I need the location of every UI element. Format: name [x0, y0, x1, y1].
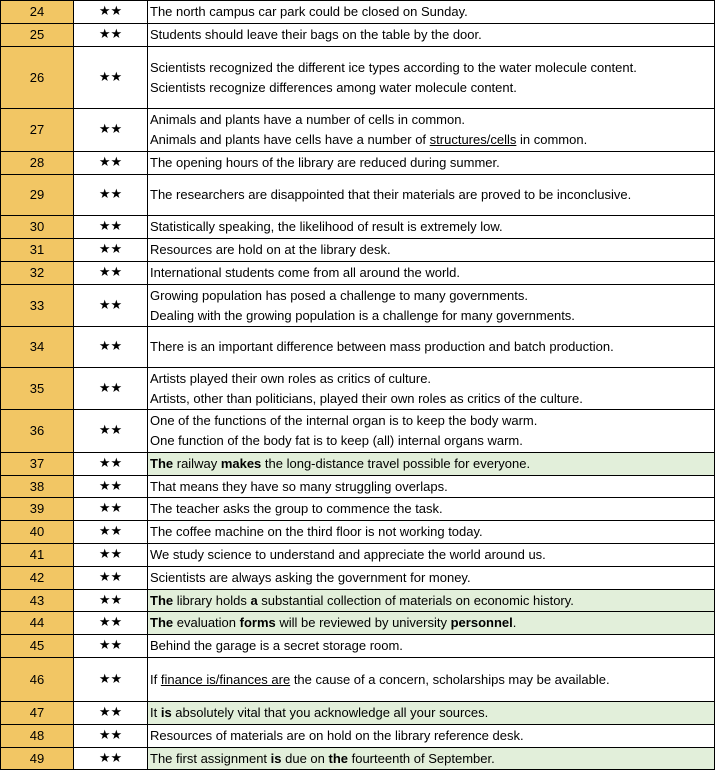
sentence-cell	[148, 239, 715, 262]
bold-text: The	[150, 592, 174, 608]
star-rating: ★★	[74, 453, 148, 476]
sentence-text: The teacher asks the group to commence the task.	[150, 501, 443, 516]
sentence-line	[150, 263, 714, 283]
star-rating: ★★	[74, 216, 148, 239]
sentence-cell	[148, 216, 715, 239]
table-row	[1, 368, 715, 410]
sentence-cell	[148, 109, 715, 152]
bold-text: is	[270, 750, 282, 766]
sentence-cell	[148, 635, 715, 658]
sentence-text: Animals and plants have cells have a number of	[150, 132, 430, 147]
sentence-text: due on	[281, 750, 329, 766]
star-rating: ★★	[74, 152, 148, 175]
sentence-cell	[148, 567, 715, 590]
sentence-line	[150, 545, 714, 565]
sentence-text: Scientists are always asking the government for money.	[150, 570, 471, 585]
sentence-line	[150, 25, 714, 45]
sentence-line	[150, 78, 714, 98]
row-number: 46	[1, 658, 74, 702]
star-rating: ★★	[74, 725, 148, 748]
sentence-cell	[148, 544, 715, 567]
row-number: 44	[1, 612, 74, 635]
sentence-text: the cause of a concern, scholarships may be available.	[290, 671, 610, 687]
sentence-text: library holds	[173, 592, 251, 608]
star-rating: ★★	[74, 109, 148, 152]
sentence-text: Dealing with the growing population is a challenge for many governments.	[150, 307, 575, 323]
table-row	[1, 476, 715, 498]
star-rating: ★★	[74, 590, 148, 612]
row-number: 35	[1, 368, 74, 410]
sentence-cell	[148, 285, 715, 327]
table-row	[1, 658, 715, 702]
sentence-cell	[148, 24, 715, 47]
sentence-text: Students should leave their bags on the table by the door.	[150, 27, 482, 42]
sentence-text: We study science to understand and appreciate the world around us.	[150, 547, 546, 562]
table-row	[1, 285, 715, 327]
table-row	[1, 612, 715, 635]
table-row	[1, 410, 715, 453]
sentence-text: International students come from all around the world.	[150, 265, 461, 280]
bold-text: The	[150, 456, 174, 471]
sentence-line	[150, 185, 714, 205]
table-row	[1, 152, 715, 175]
sentence-line	[150, 431, 714, 451]
star-rating: ★★	[74, 702, 148, 725]
sentence-text: One function of the body fat is to keep (all) internal organs warm.	[150, 433, 523, 448]
sentence-text: Resources of materials are on hold on the library reference desk.	[150, 728, 524, 743]
sentence-text: It	[150, 705, 161, 720]
sentence-text: The opening hours of the library are reduced during summer.	[150, 155, 500, 170]
table-row	[1, 216, 715, 239]
sentence-text: Resources are hold on at the library desk.	[150, 242, 391, 257]
row-number: 26	[1, 47, 74, 109]
row-number: 29	[1, 175, 74, 216]
row-number: 49	[1, 748, 74, 770]
sentence-text: That means they have so many struggling overlaps.	[150, 478, 448, 494]
sentence-cell	[148, 47, 715, 109]
sentence-text: If	[150, 671, 161, 687]
bold-text: The	[150, 615, 174, 630]
sentence-cell	[148, 262, 715, 285]
sentence-line	[150, 337, 714, 357]
table-row	[1, 1, 715, 24]
sentence-line	[150, 306, 714, 326]
sentence-cell	[148, 612, 715, 635]
table-row	[1, 748, 715, 770]
sentence-table-body	[1, 1, 715, 770]
sentence-text: will be reviewed by university	[275, 615, 451, 630]
sentence-text: fourteenth of September.	[348, 750, 495, 766]
row-number: 47	[1, 702, 74, 725]
underlined-text: structures/cells	[429, 132, 517, 147]
sentence-text: Statistically speaking, the likelihood of result is extremely low.	[150, 219, 503, 234]
sentence-text: Scientists recognize differences among water molecule content.	[150, 79, 517, 95]
sentence-line	[150, 389, 714, 409]
row-number: 40	[1, 521, 74, 544]
star-rating: ★★	[74, 635, 148, 658]
sentence-cell	[148, 327, 715, 368]
sentence-cell	[148, 410, 715, 453]
sentence-cell	[148, 725, 715, 748]
sentence-line	[150, 130, 714, 150]
row-number: 36	[1, 410, 74, 453]
table-row	[1, 521, 715, 544]
sentence-text: Artists, other than politicians, played their own roles as critics of the culture.	[150, 390, 583, 406]
star-rating: ★★	[74, 544, 148, 567]
table-row	[1, 590, 715, 612]
table-row	[1, 239, 715, 262]
bold-text: is	[160, 705, 172, 720]
bold-text: makes	[220, 456, 262, 471]
row-number: 43	[1, 590, 74, 612]
row-number: 27	[1, 109, 74, 152]
star-rating: ★★	[74, 285, 148, 327]
sentence-line	[150, 591, 714, 611]
sentence-line	[150, 2, 714, 22]
sentence-text: The researchers are disappointed that their materials are proved to be inconclusive.	[150, 187, 632, 202]
sentence-text: substantial collection of materials on economic history.	[257, 592, 574, 608]
table-row	[1, 567, 715, 590]
sentence-line	[150, 240, 714, 260]
sentence-text: the long-distance travel possible for everyone.	[261, 456, 531, 471]
row-number: 37	[1, 453, 74, 476]
star-rating: ★★	[74, 567, 148, 590]
sentence-line	[150, 613, 714, 633]
table-row	[1, 327, 715, 368]
sentence-line	[150, 217, 714, 237]
sentence-line	[150, 110, 714, 130]
table-row	[1, 544, 715, 567]
row-number: 24	[1, 1, 74, 24]
sentence-cell	[148, 498, 715, 521]
sentence-cell	[148, 476, 715, 498]
sentence-cell	[148, 590, 715, 612]
star-rating: ★★	[74, 748, 148, 770]
row-number: 28	[1, 152, 74, 175]
sentence-line	[150, 749, 714, 769]
star-rating: ★★	[74, 410, 148, 453]
sentence-text: One of the functions of the internal organ is to keep the body warm.	[150, 413, 538, 428]
row-number: 30	[1, 216, 74, 239]
sentence-cell	[148, 453, 715, 476]
sentence-text: Scientists recognized the different ice types according to the water molecule content.	[150, 59, 637, 75]
sentence-line	[150, 522, 714, 542]
sentence-line	[150, 499, 714, 519]
star-rating: ★★	[74, 262, 148, 285]
star-rating: ★★	[74, 327, 148, 368]
sentence-text: in common.	[516, 132, 588, 147]
star-rating: ★★	[74, 24, 148, 47]
row-number: 33	[1, 285, 74, 327]
bold-text: the	[328, 750, 348, 766]
sentence-text: The first assignment	[150, 750, 271, 766]
star-rating: ★★	[74, 1, 148, 24]
table-row	[1, 109, 715, 152]
sentence-text: There is an important difference between mass production and batch production.	[150, 339, 614, 354]
sentence-cell	[148, 521, 715, 544]
bold-text: a	[250, 592, 258, 608]
table-row	[1, 635, 715, 658]
sentence-line	[150, 568, 714, 588]
star-rating: ★★	[74, 498, 148, 521]
table-row	[1, 498, 715, 521]
sentence-cell	[148, 152, 715, 175]
star-rating: ★★	[74, 368, 148, 410]
sentence-line	[150, 477, 714, 497]
sentence-text: Behind the garage is a secret storage room.	[150, 638, 403, 653]
table-row	[1, 47, 715, 109]
sentence-text: Growing population has posed a challenge to many governments.	[150, 287, 528, 303]
sentence-text: Artists played their own roles as critics of culture.	[150, 370, 432, 386]
star-rating: ★★	[74, 521, 148, 544]
star-rating: ★★	[74, 47, 148, 109]
sentence-line	[150, 411, 714, 431]
sentence-cell	[148, 175, 715, 216]
sentence-text: .	[512, 615, 517, 630]
sentence-text: evaluation	[173, 615, 240, 630]
table-row	[1, 262, 715, 285]
table-row	[1, 702, 715, 725]
sentence-line	[150, 58, 714, 78]
row-number: 34	[1, 327, 74, 368]
underlined-text: finance is/finances are	[160, 671, 291, 687]
table-row	[1, 453, 715, 476]
row-number: 31	[1, 239, 74, 262]
sentence-text: absolutely vital that you acknowledge all your sources.	[171, 705, 489, 720]
sentence-line	[150, 726, 714, 746]
sentence-text: The north campus car park could be closed on Sunday.	[150, 4, 468, 19]
row-number: 38	[1, 476, 74, 498]
sentence-cell	[148, 658, 715, 702]
row-number: 32	[1, 262, 74, 285]
sentence-line	[150, 153, 714, 173]
table-row	[1, 725, 715, 748]
row-number: 45	[1, 635, 74, 658]
row-number: 48	[1, 725, 74, 748]
bold-text: forms	[239, 615, 276, 630]
row-number: 42	[1, 567, 74, 590]
star-rating: ★★	[74, 658, 148, 702]
row-number: 39	[1, 498, 74, 521]
sentence-line	[150, 286, 714, 306]
row-number: 25	[1, 24, 74, 47]
sentence-text: Animals and plants have a number of cells in common.	[150, 112, 466, 127]
table-row	[1, 175, 715, 216]
sentence-line	[150, 670, 714, 690]
row-number: 41	[1, 544, 74, 567]
sentence-line	[150, 703, 714, 723]
sentence-line	[150, 454, 714, 474]
star-rating: ★★	[74, 239, 148, 262]
sentence-cell	[148, 1, 715, 24]
bold-text: personnel	[450, 615, 513, 630]
star-rating: ★★	[74, 175, 148, 216]
sentence-cell	[148, 368, 715, 410]
sentence-text: The coffee machine on the third floor is not working today.	[150, 524, 483, 539]
sentence-text: railway	[173, 456, 221, 471]
table-row	[1, 24, 715, 47]
sentence-line	[150, 636, 714, 656]
sentence-cell	[148, 748, 715, 770]
sentence-line	[150, 369, 714, 389]
sentence-cell	[148, 702, 715, 725]
star-rating: ★★	[74, 476, 148, 498]
star-rating: ★★	[74, 612, 148, 635]
